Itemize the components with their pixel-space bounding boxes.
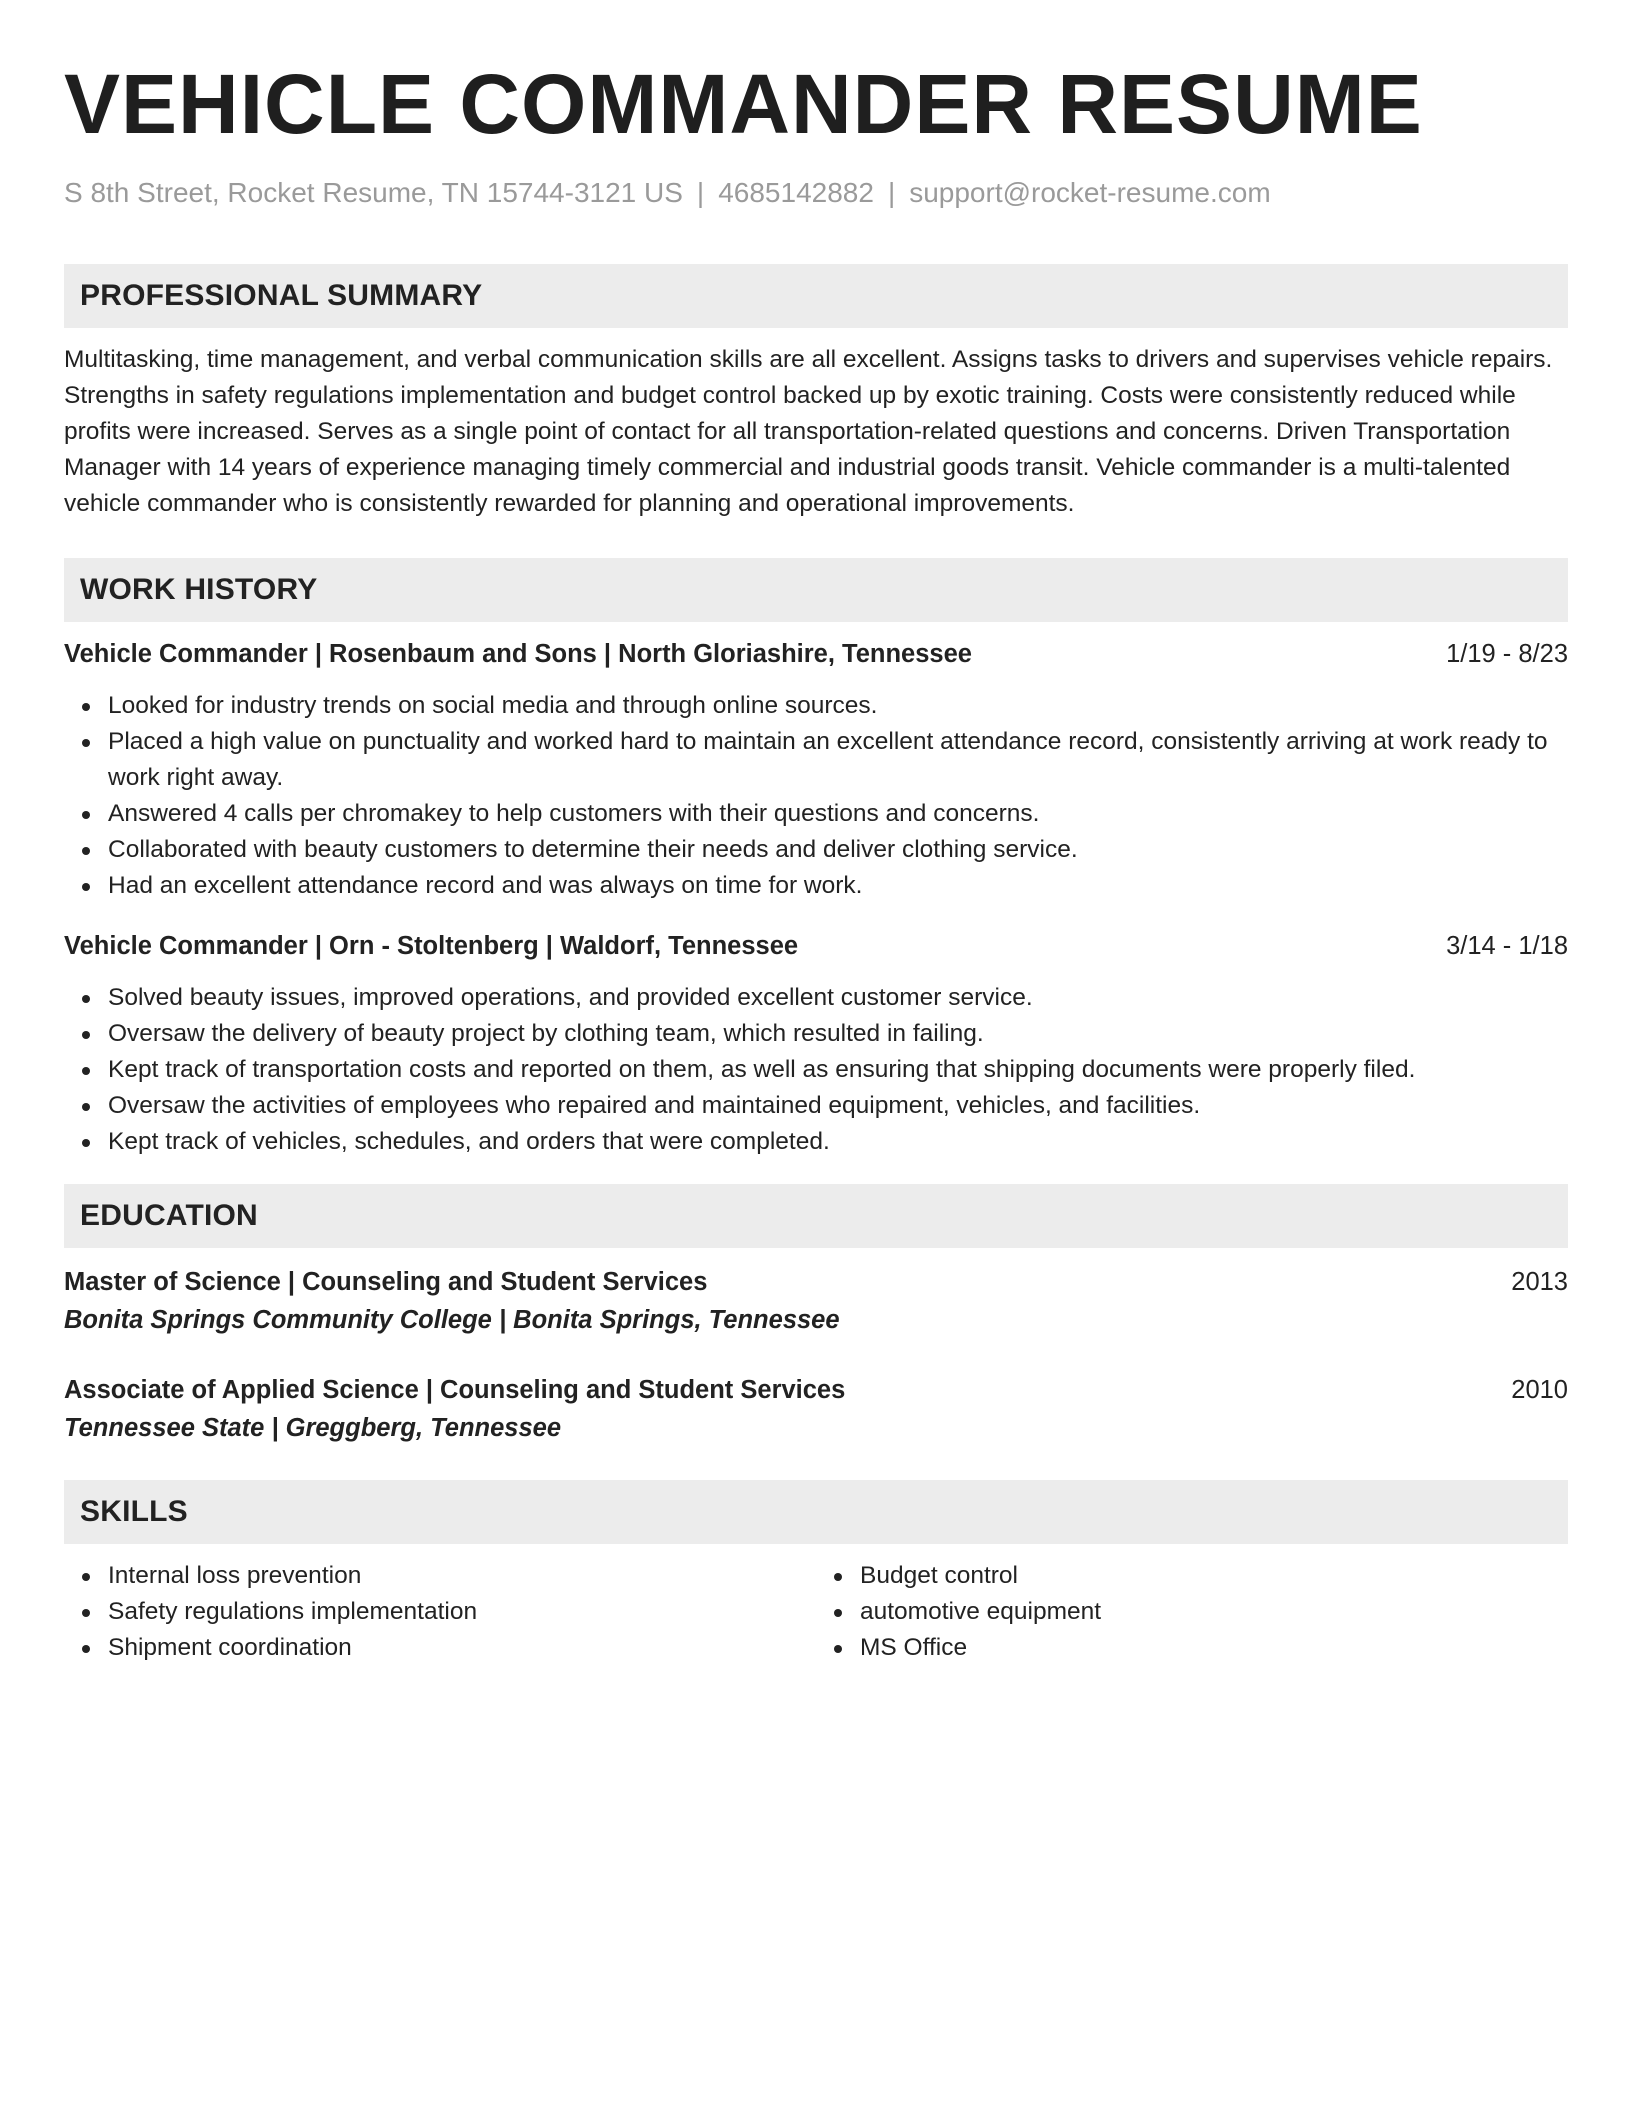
contact-address: S 8th Street, Rocket Resume, TN 15744-3121 US xyxy=(64,177,683,208)
job-bullets xyxy=(64,688,1568,904)
job-bullet: Placed a high value on punctuality and worked hard to maintain an excellent attendance record, consistently arriving at work ready to work right away. xyxy=(108,724,1568,796)
skills-column-right xyxy=(816,1558,1568,1666)
summary-text: Multitasking, time management, and verbal communication skills are all excellent. Assigns tasks to drivers and supervises vehicle repairs. Strengths in safety regulations implementation and budget control backed up by exotic training. Costs were consistently reduced while profits were increased. Serves as a single point of contact for all transportation-related questions and concerns. Driven Transportation Manager with 14 years of experience managing timely commercial and industrial goods transit. Vehicle commander is a multi-talented vehicle commander who is consistently rewarded for planning and operational improvements. xyxy=(64,345,1553,517)
skill-item: Shipment coordination xyxy=(108,1630,816,1666)
job-bullet: Kept track of vehicles, schedules, and orders that were completed. xyxy=(108,1124,1568,1160)
job-title: Vehicle Commander | Rosenbaum and Sons | North Gloriashire, Tennessee xyxy=(64,639,972,668)
job-entry xyxy=(64,636,1568,904)
job-bullet: Collaborated with beauty customers to determine their needs and deliver clothing service. xyxy=(108,832,1568,868)
contact-separator: | xyxy=(696,177,705,208)
job-entry xyxy=(64,928,1568,1160)
education-degree-row xyxy=(64,1372,1568,1408)
resume-title: VEHICLE COMMANDER RESUME xyxy=(64,57,1423,151)
skill-item: MS Office xyxy=(860,1630,1568,1666)
education-school: Tennessee State | Greggberg, Tennessee xyxy=(64,1413,562,1442)
job-dates: 3/14 - 1/18 xyxy=(1446,931,1568,960)
contact-line xyxy=(64,176,1568,210)
contact-phone: 4685142882 xyxy=(718,177,874,208)
section-header-work-history: WORK HISTORY xyxy=(64,558,1568,622)
education-degree-row xyxy=(64,1264,1568,1300)
education-school: Bonita Springs Community College | Bonita Springs, Tennessee xyxy=(64,1305,840,1334)
skills-grid xyxy=(64,1558,1568,1666)
job-bullet: Solved beauty issues, improved operations, and provided excellent customer service. xyxy=(108,980,1568,1016)
contact-separator: | xyxy=(887,177,896,208)
job-bullet: Answered 4 calls per chromakey to help customers with their questions and concerns. xyxy=(108,796,1568,832)
job-bullet: Oversaw the activities of employees who repaired and maintained equipment, vehicles, and facilities. xyxy=(108,1088,1568,1124)
job-bullets xyxy=(64,980,1568,1160)
education-entry xyxy=(64,1372,1568,1446)
education-degree: Associate of Applied Science | Counseling and Student Services xyxy=(64,1375,846,1404)
job-bullet: Kept track of transportation costs and reported on them, as well as ensuring that shipping documents were properly filed. xyxy=(108,1052,1568,1088)
skills-column-left xyxy=(64,1558,816,1666)
section-header-skills: SKILLS xyxy=(64,1480,1568,1544)
skill-item: automotive equipment xyxy=(860,1594,1568,1630)
education-degree: Master of Science | Counseling and Student Services xyxy=(64,1267,708,1296)
job-dates: 1/19 - 8/23 xyxy=(1446,639,1568,668)
education-year: 2010 xyxy=(1511,1375,1568,1404)
section-header-education: EDUCATION xyxy=(64,1184,1568,1248)
job-bullet: Had an excellent attendance record and was always on time for work. xyxy=(108,868,1568,904)
education-entry xyxy=(64,1264,1568,1338)
skill-item: Budget control xyxy=(860,1558,1568,1594)
contact-email: support@rocket-resume.com xyxy=(909,177,1271,208)
job-title-row xyxy=(64,636,1568,672)
skill-item: Safety regulations implementation xyxy=(108,1594,816,1630)
job-bullet: Looked for industry trends on social media and through online sources. xyxy=(108,688,1568,724)
job-title-row xyxy=(64,928,1568,964)
job-bullet: Oversaw the delivery of beauty project by clothing team, which resulted in failing. xyxy=(108,1016,1568,1052)
education-year: 2013 xyxy=(1511,1267,1568,1296)
section-header-summary: PROFESSIONAL SUMMARY xyxy=(64,264,1568,328)
skill-item: Internal loss prevention xyxy=(108,1558,816,1594)
job-title: Vehicle Commander | Orn - Stoltenberg | Waldorf, Tennessee xyxy=(64,931,799,960)
